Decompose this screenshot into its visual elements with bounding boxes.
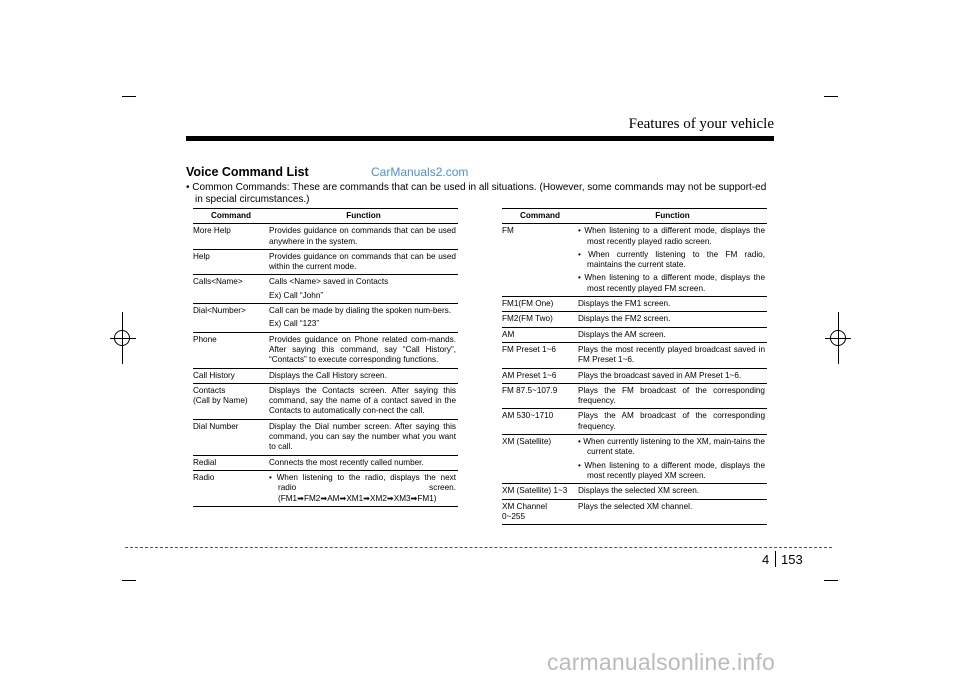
function-text: • When listening to a different mode, displays the most recently played XM screen. — [578, 460, 765, 480]
column-header-function: Function — [269, 209, 458, 224]
function-text: Connects the most recently called number. — [269, 457, 424, 467]
function-cell — [269, 455, 458, 470]
header-title: Features of your vehicle — [628, 116, 774, 132]
command-cell: XM (Satellite) 1~3 — [502, 484, 578, 499]
chapter-number: 4 — [762, 552, 770, 567]
table-row — [502, 368, 767, 383]
header-rule — [186, 136, 774, 141]
function-cell — [578, 484, 767, 499]
table-row — [193, 332, 458, 368]
function-text: Plays the AM broadcast of the corresponding frequency. — [578, 411, 765, 431]
table-row — [502, 383, 767, 409]
function-cell — [578, 327, 767, 342]
function-text: Ex) Call “John” — [269, 290, 324, 300]
section-title: Voice Command List — [186, 165, 309, 179]
table-row — [502, 224, 767, 297]
function-cell — [578, 435, 767, 484]
page-number-value: 153 — [781, 552, 803, 567]
table-row — [193, 275, 458, 304]
function-text: Displays the FM1 screen. — [578, 299, 671, 309]
command-cell: FM Preset 1~6 — [502, 342, 578, 368]
function-cell — [269, 383, 458, 419]
table-row — [193, 383, 458, 419]
function-text: Displays the Call History screen. — [269, 370, 387, 380]
function-text: Calls <Name> saved in Contacts — [269, 277, 389, 287]
table-body — [193, 224, 458, 507]
function-text: • When listening to the radio, displays the next radio screen. (FM1➡FM2➡AM➡XM1➡XM2➡XM3➡FM1) — [269, 472, 456, 503]
function-cell — [269, 224, 458, 250]
function-cell — [578, 312, 767, 327]
crop-mark — [122, 580, 136, 581]
function-text: Provides guidance on commands that can be used anywhere in the system. — [269, 226, 456, 246]
command-cell: Calls<Name> — [193, 275, 269, 304]
table-body — [502, 224, 767, 525]
function-cell — [269, 419, 458, 455]
function-cell — [269, 368, 458, 383]
intro-text — [186, 182, 774, 206]
function-text: • When currently listening to the FM radio, maintains the current state. — [578, 249, 765, 270]
table-row — [502, 297, 767, 312]
crop-mark — [122, 96, 136, 97]
page-number-separator — [775, 551, 776, 567]
command-cell: Radio — [193, 470, 269, 506]
crop-mark — [824, 96, 838, 97]
function-cell — [578, 297, 767, 312]
function-cell — [269, 332, 458, 368]
table-row — [502, 342, 767, 368]
function-text: • When listening to a different mode, displays the most recently played FM screen. — [578, 273, 765, 293]
function-cell — [578, 342, 767, 368]
command-cell: FM1(FM One) — [502, 297, 578, 312]
function-cell — [578, 409, 767, 435]
table-row — [193, 249, 458, 275]
function-cell — [269, 275, 458, 304]
command-cell: Phone — [193, 332, 269, 368]
footer-divider — [125, 547, 832, 548]
function-text: Plays the FM broadcast of the corresponding frequency. — [578, 385, 765, 406]
crop-mark — [824, 580, 838, 581]
command-cell: Contacts (Call by Name) — [193, 383, 269, 419]
command-cell: Redial — [193, 455, 269, 470]
table-row — [193, 304, 458, 333]
command-table-right — [502, 208, 767, 525]
table-row — [502, 327, 767, 342]
table-row — [193, 368, 458, 383]
command-cell: XM (Satellite) — [502, 435, 578, 484]
function-text: Displays the Contacts screen. After saying this command, say the name of a contact saved in the Contacts to automatically con-nect the call. — [269, 385, 456, 416]
function-text: • When currently listening to the XM, main-tains the current state. — [578, 437, 765, 457]
command-cell: Dial Number — [193, 419, 269, 455]
function-cell — [269, 470, 458, 506]
registration-circle-right — [830, 330, 846, 346]
command-cell: XM Channel 0~255 — [502, 499, 578, 525]
command-cell: FM 87.5~107.9 — [502, 383, 578, 409]
command-cell: More Help — [193, 224, 269, 250]
function-cell — [578, 368, 767, 383]
command-cell: FM — [502, 224, 578, 297]
function-text: Call can be made by dialing the spoken num-bers. — [269, 306, 452, 316]
function-text: Displays the AM screen. — [578, 329, 666, 339]
command-cell: FM2(FM Two) — [502, 312, 578, 327]
column-header-command: Command — [193, 209, 269, 224]
table-row — [193, 470, 458, 506]
watermark-link[interactable]: CarManuals2.com — [371, 165, 469, 179]
function-text: Plays the broadcast saved in AM Preset 1~6. — [578, 370, 742, 380]
function-cell — [578, 383, 767, 409]
command-cell: Help — [193, 249, 269, 275]
table-row — [502, 499, 767, 525]
command-cell: Dial<Number> — [193, 304, 269, 333]
function-text: Plays the selected XM channel. — [578, 501, 693, 511]
command-cell: Call History — [193, 368, 269, 383]
command-cell: AM — [502, 327, 578, 342]
table-row — [502, 312, 767, 327]
function-text: Displays the FM2 screen. — [578, 314, 671, 324]
command-table-left — [193, 208, 458, 507]
function-text: Display the Dial number screen. After saying this command, you can say the number what you want to call. — [269, 421, 456, 452]
command-cell: AM 530~1710 — [502, 409, 578, 435]
column-header-command: Command — [502, 209, 578, 224]
command-cell: AM Preset 1~6 — [502, 368, 578, 383]
registration-circle-left — [114, 330, 130, 346]
table-row — [193, 419, 458, 455]
function-cell — [269, 249, 458, 275]
function-text: Ex) Call “123” — [269, 319, 320, 329]
table-row — [193, 224, 458, 250]
function-text: Displays the selected XM screen. — [578, 486, 700, 496]
function-cell — [269, 304, 458, 333]
footer-watermark: carmanualsonline.info — [547, 649, 775, 675]
function-text: • When listening to a different mode, displays the most recently played radio screen. — [578, 226, 765, 246]
page-number — [762, 552, 769, 567]
table-row — [502, 435, 767, 484]
function-cell — [578, 499, 767, 525]
function-text: Provides guidance on commands that can be used within the current mode. — [269, 251, 456, 272]
intro-bullet: • Common Commands: These are commands that can be used in all situations. (However, some commands may not be support-ed in special circumstances.) — [186, 182, 767, 205]
table-row — [502, 484, 767, 499]
function-text: Plays the most recently played broadcast saved in FM Preset 1~6. — [578, 344, 765, 365]
function-cell — [578, 224, 767, 297]
table-row — [502, 409, 767, 435]
table-row — [193, 455, 458, 470]
column-header-function: Function — [578, 209, 767, 224]
function-text: Provides guidance on Phone related com-mands. After saying this command, say “Call History”, “Contacts” to execute corresponding functions. — [269, 334, 456, 365]
